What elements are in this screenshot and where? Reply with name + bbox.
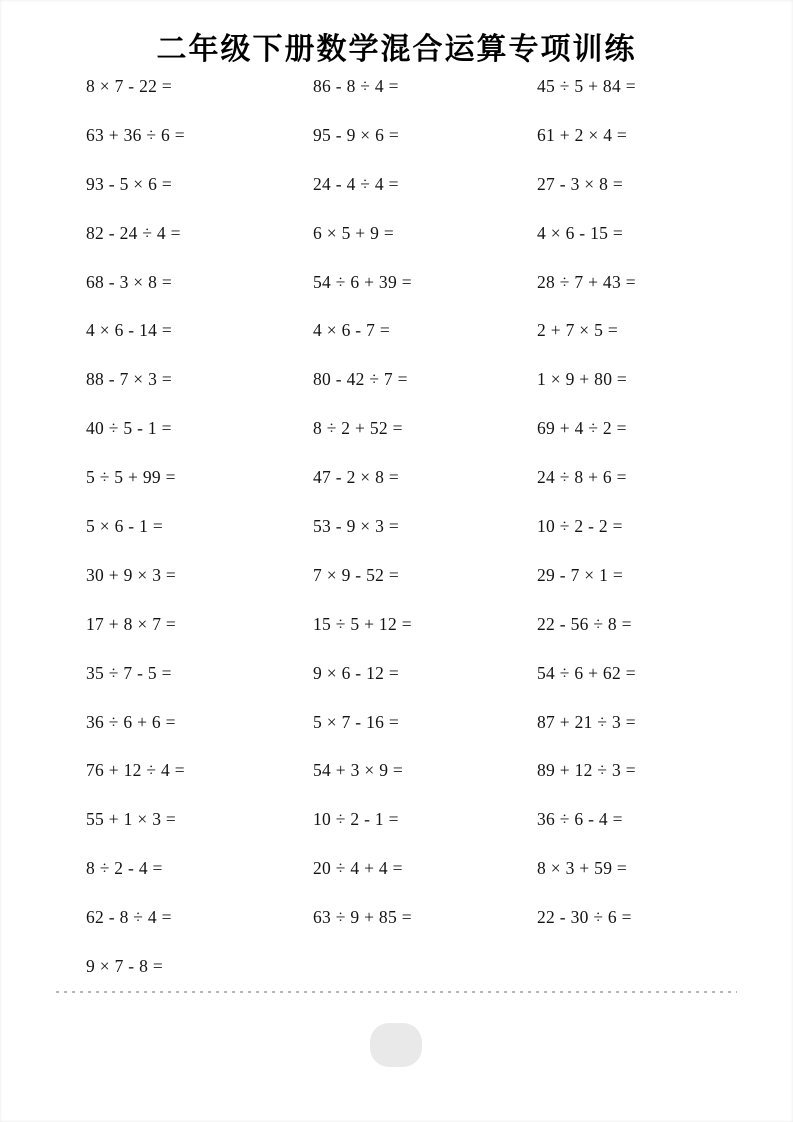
problem-cell: 28 ÷ 7 + 43 = (537, 271, 636, 292)
problem-cell: 4 × 6 - 15 = (537, 222, 624, 243)
problem-cell: 54 ÷ 6 + 62 = (537, 662, 636, 683)
problem-cell: 4 × 6 - 7 = (313, 320, 390, 341)
problem-cell: 62 - 8 ÷ 4 = (86, 907, 172, 928)
problem-cell: 93 - 5 × 6 = (86, 173, 173, 194)
problem-cell: 24 ÷ 8 + 6 = (537, 467, 627, 488)
problem-cell: 7 × 9 - 52 = (313, 564, 400, 585)
problem-row (86, 942, 793, 991)
problem-row (86, 404, 793, 453)
problem-cell: 22 - 56 ÷ 8 = (537, 613, 632, 634)
problem-row (86, 502, 793, 551)
problem-row (86, 111, 793, 160)
problem-cell: 53 - 9 × 3 = (313, 515, 400, 536)
problem-cell: 8 ÷ 2 - 4 = (86, 858, 163, 879)
problem-row (86, 209, 793, 258)
problem-row (86, 551, 793, 600)
problem-cell: 9 × 6 - 12 = (313, 662, 400, 683)
problem-row (86, 355, 793, 404)
problem-cell: 10 ÷ 2 - 1 = (313, 809, 399, 830)
problem-cell: 86 - 8 ÷ 4 = (313, 75, 399, 96)
problem-cell: 24 - 4 ÷ 4 = (313, 173, 399, 194)
problem-cell: 4 × 6 - 14 = (86, 320, 173, 341)
problem-cell: 5 ÷ 5 + 99 = (86, 467, 176, 488)
problem-cell: 40 ÷ 5 - 1 = (86, 418, 172, 439)
problem-cell: 9 × 7 - 8 = (86, 955, 163, 976)
problem-cell: 45 ÷ 5 + 84 = (537, 75, 636, 96)
problem-cell: 15 ÷ 5 + 12 = (313, 613, 412, 634)
problem-grid (0, 62, 793, 991)
problem-cell: 5 × 6 - 1 = (86, 515, 163, 536)
problem-row (86, 160, 793, 209)
problem-cell: 2 + 7 × 5 = (537, 320, 619, 341)
problem-cell: 69 + 4 ÷ 2 = (537, 418, 627, 439)
problem-row (86, 62, 793, 111)
problem-cell: 36 ÷ 6 - 4 = (537, 809, 623, 830)
problem-cell: 76 + 12 ÷ 4 = (86, 760, 185, 781)
problem-row (86, 746, 793, 795)
problem-cell: 54 ÷ 6 + 39 = (313, 271, 412, 292)
problem-cell: 54 + 3 × 9 = (313, 760, 404, 781)
page-title: 二年级下册数学混合运算专项训练 (156, 33, 637, 66)
problem-cell: 55 + 1 × 3 = (86, 809, 177, 830)
page-end-dashed-divider (56, 991, 737, 993)
problem-cell: 68 - 3 × 8 = (86, 271, 173, 292)
problem-cell: 8 × 7 - 22 = (86, 75, 173, 96)
floating-widget-button[interactable] (370, 1023, 422, 1067)
problem-cell: 63 + 36 ÷ 6 = (86, 124, 185, 145)
problem-row (86, 306, 793, 355)
problem-cell: 30 + 9 × 3 = (86, 564, 177, 585)
problem-cell: 29 - 7 × 1 = (537, 564, 624, 585)
problem-cell: 47 - 2 × 8 = (313, 467, 400, 488)
problem-cell: 61 + 2 × 4 = (537, 124, 628, 145)
problem-row (86, 453, 793, 502)
problem-cell: 10 ÷ 2 - 2 = (537, 515, 623, 536)
problem-cell: 8 ÷ 2 + 52 = (313, 418, 403, 439)
problem-cell: 63 ÷ 9 + 85 = (313, 907, 412, 928)
problem-cell: 82 - 24 ÷ 4 = (86, 222, 181, 243)
problem-row (86, 649, 793, 698)
problem-cell: 88 - 7 × 3 = (86, 369, 173, 390)
problem-row (86, 795, 793, 844)
problem-cell: 5 × 7 - 16 = (313, 711, 400, 732)
problem-row (86, 600, 793, 649)
problem-cell: 87 + 21 ÷ 3 = (537, 711, 636, 732)
problem-cell: 36 ÷ 6 + 6 = (86, 711, 176, 732)
problem-row (86, 893, 793, 942)
problem-cell: 22 - 30 ÷ 6 = (537, 907, 632, 928)
problem-cell: 6 × 5 + 9 = (313, 222, 395, 243)
problem-cell: 17 + 8 × 7 = (86, 613, 177, 634)
problem-cell: 8 × 3 + 59 = (537, 858, 628, 879)
problem-row (86, 258, 793, 307)
problem-cell: 27 - 3 × 8 = (537, 173, 624, 194)
problem-cell: 80 - 42 ÷ 7 = (313, 369, 408, 390)
problem-cell: 95 - 9 × 6 = (313, 124, 400, 145)
problem-cell: 1 × 9 + 80 = (537, 369, 628, 390)
problem-cell: 89 + 12 ÷ 3 = (537, 760, 636, 781)
problem-cell: 35 ÷ 7 - 5 = (86, 662, 172, 683)
problem-row (86, 698, 793, 747)
problem-cell: 20 ÷ 4 + 4 = (313, 858, 403, 879)
problem-row (86, 844, 793, 893)
